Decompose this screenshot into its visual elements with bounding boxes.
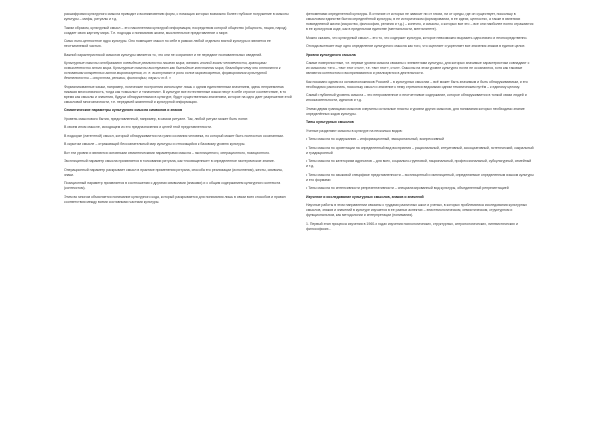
paragraph: В своем ином смысле, исходящем из его предназначения и целей этой представленности.	[64, 125, 212, 129]
paragraph: Смыс льно-ценностное ядро культуры. Оно помещает смысл по себе в рамках любой отдельно взятой культуры и является ее неотъемлемой частью.	[64, 39, 271, 48]
paragraph: В скрытом смысле – отражающий бессознательный мир культуры и относящийся к базовому уровню культуры.	[64, 142, 246, 146]
paragraph: Формализованные языки, например, логические построения используют лишь с одним единственным значением, здесь неприемлема никакая многозначность, тогда как «смыслы» и «значения». В культуре все естественные языки несут в себе строгое соответствие, в то время как смыслы и значения, будучи обнаруженными в культуре, будут существенным значением, которое на одно дает разрешение этой смысловой многозначности, т.е. передачей жизненной и культурной информации.	[64, 84, 292, 104]
paragraph: Можно сказать, что культурный смысл – это то, что содержит культура, которое невозможно выразить однозначно и неопосредственно.	[306, 35, 528, 40]
paragraph: Научные работы в этом направлении связаны с трудами различных школ и ученых, в которых проблематика исследования культурных смыслов, знаков и значений в культуре изучается в ее разных аспектах – эпистемологическом, семиотическом, структурном и функциональном, как методологии и интерпретации (понимания).	[306, 203, 527, 217]
paragraph: Позиционный параметр проявляется в соотношении с другими символами (знаками) и с общим содержанием культурного контекста (контекстом).	[64, 181, 281, 190]
paragraph: Операционный параметр раскрывает смысл в практике применения ритуала, способа его реализации (исполнения), жесты, символы, знаки.	[64, 167, 283, 177]
paragraph: Самые поверхностные, т.е. первые уровни смысла связаны с элементами культуры, для которых значимые характеристики совпадают с их смыслом: «это – «вот этот стол», т.е. «вот этот», стол». Смыслы на этом уровне культурно почти не осознаются, хотя как таковые являются контекстом и воспринимаются и реализуются в деятельности.	[306, 61, 530, 75]
paragraph: Эксплицитный параметр смысла проявляется в толковании ритуала, как «посвященные» в определенное эзотерическое знание.	[64, 159, 275, 163]
paragraph: • Типы смысла по ориентации на определенный вид восприятия – рациональный, интуитивный, ассоциативный, эстетический, сакральный и традиционный	[306, 145, 534, 155]
section-heading: Семантические параметры культурного смысла символов и знаков	[64, 108, 183, 112]
paragraph: Как показано одним из основоположников Россией – в культурных смыслах – всё может быть значимым и быть обнаруживаемым, и его необходимо распознать, поскольку смысл и значение к нему стремятся ведомыми одним тематическим путём – к единому целому.	[306, 79, 528, 89]
paragraph: Культурные смыслы отображают очевидные реальности нашего мира, являясь глиной жизни человечности, границами осмысленности этого мира. Культурные смыслы выступают как бытийные константы мира, благодаря чему они относятся к основаниям конкретных актов мировоззрения, т. е. выступают в роли основ мировоззрения, формирования культурной деятельности – искусства, религии, философии, науки и т.д. »	[64, 61, 281, 80]
paragraph: Вот эти уровни и являются основными семантическими параметрами смысла – эксплицитного, операционного, позиционного.	[64, 150, 271, 155]
section-heading: Уровни культурного смысла	[306, 52, 356, 57]
section-heading: Типы культурных смыслов	[306, 120, 354, 124]
left-text-column	[64, 12, 292, 420]
paragraph: 1. Первый этап процесса изучения в 1960-х годах изучения психологических, структурных, антропологических, лингвистических и философских...	[306, 221, 518, 231]
paragraph: В подкорке (латентной) смысл, который обнаруживается на грани сознания человека, но который может быть полностью осознанным.	[64, 133, 284, 138]
paragraph: Самый глубинный уровень смысла – это непроявленное и неотчетливое содержание, которое обнаруживается в тонкой связи людей и иносказательности, идеалов и т.д.	[306, 93, 527, 102]
paragraph: Таким образом, культурный смысл – это накопленная культурой информация, посредством которой общество (общность, нация, народ) создает свою картину мира. Т.е. подходы к пониманию жизни, мыслительное представление о мире.	[64, 25, 287, 35]
paragraph: Этими двумя границами смыслов очерчены остальные пласты и уровни других смыслов, для понимания которых необходимо знание определённых кодов культуры.	[306, 106, 525, 116]
right-text-column	[306, 12, 534, 420]
paragraph: расшифровки культурного смысла приводят к возникновению форм, с помощью которых возможно более глубокое погружение в смыслы культуры – мифы, ритуалы и т.д.	[64, 12, 289, 21]
paragraph: • Типы смысла по содержанию – информационный, эмоциональный, экспрессивный	[306, 137, 444, 141]
paragraph: феноменами определенной культуры. В отличие от которых не зависит ни от эпохи, ни от среды, где он существует, поскольку в смысловом единстве бытия определённой культуры, в ее историческом формировании, в ее идеях, ценностях, а также в явлениях повседневной жизни (искусство, философия, религия и т.д.) – конечно, и смыслы, о которых все это – все они наиболее полно отражаются в ее культурном коде, как в предельном единстве (ментальности, менталитете).	[306, 12, 534, 31]
paragraph: Важной характеристикой смыслов культуры является то, что они не сохраняют и не передают познавательных сведений.	[64, 52, 263, 57]
paragraph: Ученые разделяют смыслы в культуре на несколько видов:	[306, 128, 403, 133]
section-heading: Изучение и исследование культурных смыслов, знаков и значений	[306, 194, 424, 199]
paragraph: Уровень смыслового бытия, представленный, например, в самом ритуале. Так, любой ритуал может быть понят.	[64, 116, 249, 121]
paragraph: Отсюда вытекает еще одно определение культурного смысла как того, что сцепляет и укрепляет все значения знаков в единое целое.	[306, 44, 526, 48]
paragraph: • Типы смысла по категориям адресатов – для всех, социально-групповой, национальный, профессиональный, субкультурный, семейный и т.д.	[306, 159, 532, 168]
paragraph: • Типы смысла по языковой специфике представленности – эксплицитный и имплицитный, определяемые определенным языком культуры и его формами	[306, 172, 534, 182]
paragraph: • Типы смысла по интенсивности репрезентативности – специализированный вид культуры, объединенный репрезентацией	[306, 186, 509, 190]
paragraph: Этим во многом объясняется понимание культурного кода, который раскрывается для понимания лишь в связи всех способов и правил соответствия между всеми составными частями культуры.	[64, 194, 286, 204]
